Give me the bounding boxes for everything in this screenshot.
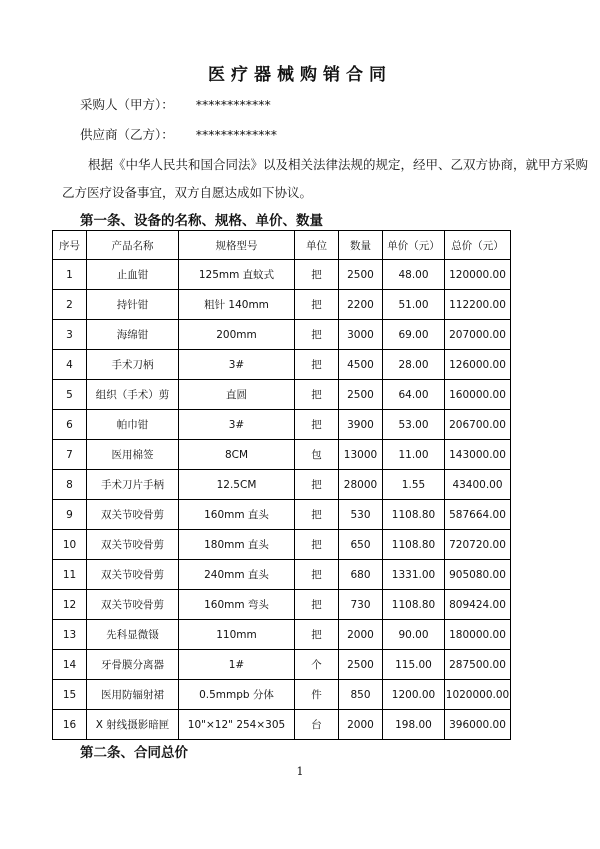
cell-total-price: 180000.00 (445, 620, 511, 650)
cell-index: 1 (53, 260, 87, 290)
cell-unit-price: 198.00 (383, 710, 445, 740)
cell-quantity: 2500 (339, 260, 383, 290)
cell-product-name: 手术刀片手柄 (87, 470, 179, 500)
cell-index: 8 (53, 470, 87, 500)
cell-product-name: 帕巾钳 (87, 410, 179, 440)
cell-unit: 把 (295, 290, 339, 320)
cell-quantity: 730 (339, 590, 383, 620)
table-row (53, 350, 511, 380)
cell-total-price: 143000.00 (445, 440, 511, 470)
party-a-value: ************ (195, 97, 271, 112)
cell-total-price: 43400.00 (445, 470, 511, 500)
cell-product-name: 组织（手术）剪 (87, 380, 179, 410)
table-row (53, 380, 511, 410)
cell-total-price: 287500.00 (445, 650, 511, 680)
cell-total-price: 396000.00 (445, 710, 511, 740)
cell-spec: 粗针 140mm (179, 290, 295, 320)
cell-unit: 把 (295, 620, 339, 650)
cell-unit-price: 1108.80 (383, 500, 445, 530)
cell-spec: 10"×12" 254×305 (179, 710, 295, 740)
cell-spec: 8CM (179, 440, 295, 470)
cell-unit: 把 (295, 560, 339, 590)
cell-index: 4 (53, 350, 87, 380)
page-number: 1 (296, 765, 304, 778)
cell-product-name: X 射线摄影暗匣 (87, 710, 179, 740)
cell-total-price: 207000.00 (445, 320, 511, 350)
cell-quantity: 3900 (339, 410, 383, 440)
cell-spec: 200mm (179, 320, 295, 350)
party-b-label: 供应商（乙方）： (80, 127, 174, 142)
cell-unit-price: 28.00 (383, 350, 445, 380)
cell-quantity: 850 (339, 680, 383, 710)
cell-unit-price: 90.00 (383, 620, 445, 650)
table-row (53, 680, 511, 710)
table-body (53, 260, 511, 740)
cell-product-name: 医用防辐射裙 (87, 680, 179, 710)
cell-spec: 直圆 (179, 380, 295, 410)
cell-quantity: 28000 (339, 470, 383, 500)
cell-product-name: 持针钳 (87, 290, 179, 320)
party-a-label: 采购人（甲方）： (80, 97, 174, 112)
cell-total-price: 206700.00 (445, 410, 511, 440)
cell-index: 13 (53, 620, 87, 650)
cell-unit-price: 11.00 (383, 440, 445, 470)
header-product-name: 产品名称 (87, 231, 179, 260)
cell-spec: 0.5mmpb 分体 (179, 680, 295, 710)
header-index: 序号 (53, 231, 87, 260)
cell-unit-price: 48.00 (383, 260, 445, 290)
party-a-line (80, 95, 271, 113)
cell-unit-price: 1200.00 (383, 680, 445, 710)
cell-spec: 125mm 直蚊式 (179, 260, 295, 290)
cell-unit-price: 1108.80 (383, 530, 445, 560)
cell-index: 11 (53, 560, 87, 590)
header-unit-price: 单价（元） (383, 231, 445, 260)
cell-product-name: 牙骨膜分离器 (87, 650, 179, 680)
header-total-price: 总价（元） (445, 231, 511, 260)
cell-quantity: 650 (339, 530, 383, 560)
cell-product-name: 双关节咬骨剪 (87, 500, 179, 530)
document-title: 医疗器械购销合同 (208, 65, 392, 85)
cell-total-price: 905080.00 (445, 560, 511, 590)
cell-spec: 3# (179, 350, 295, 380)
cell-quantity: 4500 (339, 350, 383, 380)
table-row (53, 620, 511, 650)
cell-unit-price: 64.00 (383, 380, 445, 410)
cell-unit: 个 (295, 650, 339, 680)
cell-product-name: 双关节咬骨剪 (87, 590, 179, 620)
cell-quantity: 2000 (339, 620, 383, 650)
cell-total-price: 160000.00 (445, 380, 511, 410)
intro-line-1: 根据《中华人民共和国合同法》以及相关法律法规的规定，经甲、乙双方协商，就甲方采购 (88, 157, 589, 172)
header-unit: 单位 (295, 231, 339, 260)
cell-index: 14 (53, 650, 87, 680)
cell-index: 10 (53, 530, 87, 560)
header-quantity: 数量 (339, 231, 383, 260)
cell-spec: 180mm 直头 (179, 530, 295, 560)
cell-unit: 把 (295, 470, 339, 500)
intro-line-2: 乙方医疗设备事宜，双方自愿达成如下协议。 (62, 185, 313, 200)
cell-unit-price: 69.00 (383, 320, 445, 350)
cell-index: 15 (53, 680, 87, 710)
cell-unit: 把 (295, 350, 339, 380)
cell-product-name: 手术刀柄 (87, 350, 179, 380)
cell-quantity: 2000 (339, 710, 383, 740)
table-row (53, 590, 511, 620)
table-row (53, 260, 511, 290)
table-row (53, 560, 511, 590)
cell-product-name: 医用棉签 (87, 440, 179, 470)
cell-spec: 110mm (179, 620, 295, 650)
cell-unit: 件 (295, 680, 339, 710)
cell-spec: 160mm 直头 (179, 500, 295, 530)
party-b-line (80, 125, 277, 143)
cell-spec: 240mm 直头 (179, 560, 295, 590)
cell-index: 3 (53, 320, 87, 350)
table-row (53, 650, 511, 680)
cell-product-name: 止血钳 (87, 260, 179, 290)
cell-index: 16 (53, 710, 87, 740)
cell-index: 12 (53, 590, 87, 620)
cell-unit: 把 (295, 260, 339, 290)
cell-product-name: 双关节咬骨剪 (87, 560, 179, 590)
section-1-title: 第一条、设备的名称、规格、单价、数量 (80, 213, 323, 229)
equipment-table (52, 230, 511, 740)
cell-quantity: 2200 (339, 290, 383, 320)
cell-index: 7 (53, 440, 87, 470)
cell-quantity: 3000 (339, 320, 383, 350)
table-row (53, 410, 511, 440)
cell-spec: 3# (179, 410, 295, 440)
cell-product-name: 海绵钳 (87, 320, 179, 350)
cell-quantity: 2500 (339, 650, 383, 680)
table-row (53, 530, 511, 560)
cell-unit: 把 (295, 530, 339, 560)
cell-total-price: 587664.00 (445, 500, 511, 530)
cell-unit: 把 (295, 320, 339, 350)
cell-index: 5 (53, 380, 87, 410)
cell-spec: 1# (179, 650, 295, 680)
cell-total-price: 126000.00 (445, 350, 511, 380)
cell-total-price: 720720.00 (445, 530, 511, 560)
cell-unit-price: 53.00 (383, 410, 445, 440)
cell-unit: 台 (295, 710, 339, 740)
cell-unit-price: 1331.00 (383, 560, 445, 590)
table-row (53, 470, 511, 500)
cell-unit: 把 (295, 410, 339, 440)
cell-unit: 把 (295, 500, 339, 530)
cell-total-price: 112200.00 (445, 290, 511, 320)
cell-unit: 包 (295, 440, 339, 470)
cell-product-name: 双关节咬骨剪 (87, 530, 179, 560)
table-row (53, 320, 511, 350)
cell-index: 9 (53, 500, 87, 530)
table-row (53, 440, 511, 470)
cell-unit-price: 115.00 (383, 650, 445, 680)
cell-total-price: 1020000.00 (445, 680, 511, 710)
header-spec: 规格型号 (179, 231, 295, 260)
party-b-value: ************* (195, 127, 278, 142)
cell-index: 6 (53, 410, 87, 440)
cell-unit-price: 1.55 (383, 470, 445, 500)
cell-total-price: 120000.00 (445, 260, 511, 290)
cell-spec: 12.5CM (179, 470, 295, 500)
cell-index: 2 (53, 290, 87, 320)
cell-quantity: 13000 (339, 440, 383, 470)
cell-total-price: 809424.00 (445, 590, 511, 620)
cell-unit-price: 1108.80 (383, 590, 445, 620)
cell-unit: 把 (295, 590, 339, 620)
table-header-row (53, 231, 511, 260)
table-row (53, 500, 511, 530)
table-row (53, 710, 511, 740)
section-2-title: 第二条、合同总价 (80, 745, 188, 761)
cell-quantity: 680 (339, 560, 383, 590)
cell-quantity: 530 (339, 500, 383, 530)
table-row (53, 290, 511, 320)
cell-quantity: 2500 (339, 380, 383, 410)
cell-unit-price: 51.00 (383, 290, 445, 320)
cell-spec: 160mm 弯头 (179, 590, 295, 620)
cell-product-name: 先科显微镊 (87, 620, 179, 650)
cell-unit: 把 (295, 380, 339, 410)
